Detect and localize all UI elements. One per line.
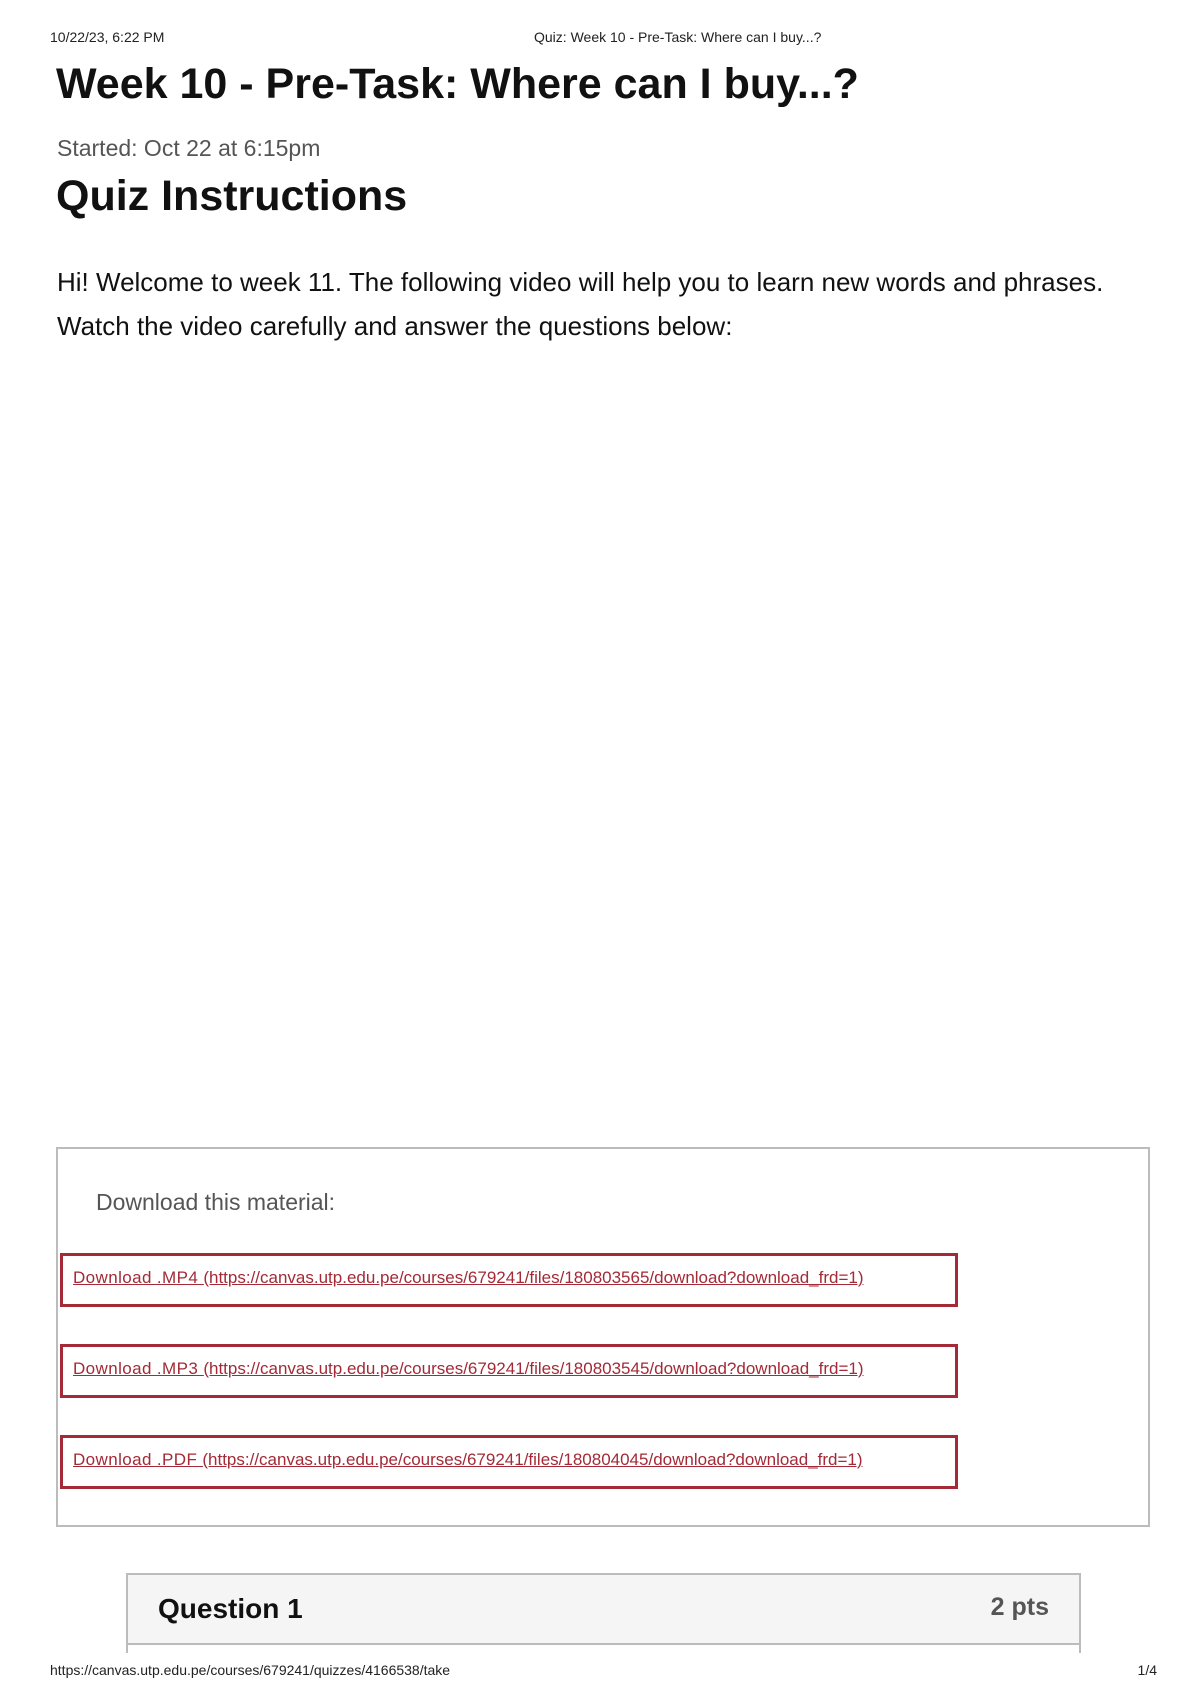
page-title: Week 10 - Pre-Task: Where can I buy...?	[56, 60, 859, 108]
question-title: Question 1	[158, 1593, 303, 1624]
download-material-label: Download this material:	[96, 1189, 336, 1215]
download-mp4-label: Download .MP4	[73, 1268, 204, 1287]
print-footer	[50, 1662, 1157, 1680]
download-pdf-link[interactable]	[60, 1435, 958, 1489]
print-date: 10/22/23, 6:22 PM	[50, 29, 165, 45]
download-mp3-label: Download .MP3	[73, 1359, 204, 1378]
quiz-instructions-heading: Quiz Instructions	[56, 172, 408, 220]
question-card	[126, 1573, 1081, 1653]
print-page-number: 1/4	[1137, 1662, 1157, 1678]
question-points: 2 pts	[990, 1593, 1049, 1621]
quiz-started-time: Started: Oct 22 at 6:15pm	[57, 135, 321, 161]
print-document-title: Quiz: Week 10 - Pre-Task: Where can I buy...?	[534, 29, 822, 45]
download-mp4-link[interactable]	[60, 1253, 958, 1307]
print-header	[50, 29, 1150, 47]
quiz-intro-text: Hi! Welcome to week 11. The following video will help you to learn new words and phrases. Watch the video carefully and answer the questions below:	[57, 267, 1104, 341]
download-mp4-url: (https://canvas.utp.edu.pe/courses/679241/files/180803565/download?download_frd=1)	[203, 1268, 864, 1287]
download-material-box	[56, 1147, 1150, 1527]
print-footer-url: https://canvas.utp.edu.pe/courses/679241/quizzes/4166538/take	[50, 1662, 451, 1678]
download-mp3-url: (https://canvas.utp.edu.pe/courses/679241/files/180803545/download?download_frd=1)	[203, 1359, 864, 1378]
download-pdf-url: (https://canvas.utp.edu.pe/courses/679241/files/180804045/download?download_frd=1)	[202, 1450, 863, 1469]
question-header	[128, 1575, 1079, 1645]
download-pdf-label: Download .PDF	[73, 1450, 203, 1469]
download-mp3-link[interactable]	[60, 1344, 958, 1398]
